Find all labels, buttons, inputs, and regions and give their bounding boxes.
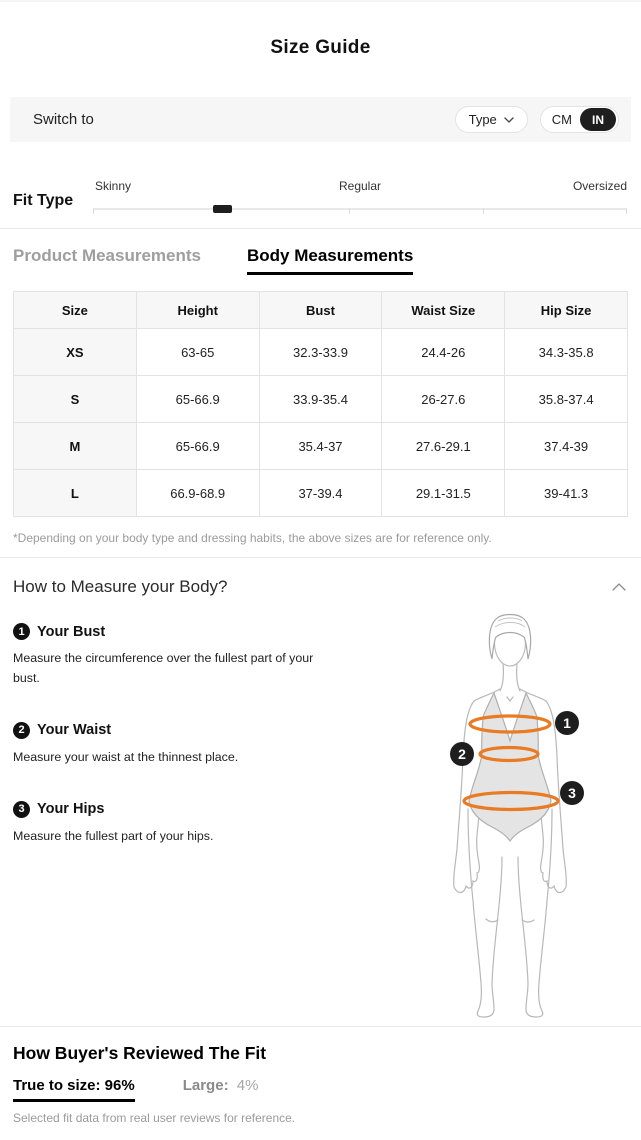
cell-bust: 32.3-33.9: [259, 329, 382, 376]
body-measurement-figure: [428, 605, 628, 1025]
cell-size: XS: [14, 329, 137, 376]
figure-marker-2-label: 2: [458, 746, 466, 762]
fit-option-regular: Regular: [338, 179, 382, 193]
step-2-title: Your Waist: [37, 722, 112, 739]
col-header-waist: Waist Size: [382, 292, 505, 329]
page-title: Size Guide: [270, 37, 371, 58]
measurement-tabs: [13, 246, 628, 275]
measure-item-waist: [13, 722, 428, 768]
cell-waist: 27.6-29.1: [382, 423, 505, 470]
step-1-badge: 1: [13, 623, 30, 640]
how-to-measure-title: How to Measure your Body?: [13, 577, 228, 596]
cell-bust: 33.9-35.4: [259, 376, 382, 423]
figure-knee-marks: [486, 919, 534, 922]
table-row: [14, 376, 628, 423]
figure-marker-1-label: 1: [563, 715, 571, 731]
cell-hip: 37.4-39: [505, 423, 628, 470]
step-3-description: Measure the fullest part of your hips.: [13, 828, 214, 843]
unit-in-option-selected[interactable]: IN: [580, 108, 616, 131]
cell-hip: 35.8-37.4: [505, 376, 628, 423]
body-figure-illustration: [428, 605, 628, 1025]
col-header-size: Size: [14, 292, 137, 329]
slider-tick: [349, 208, 350, 214]
measure-item-hips: [13, 801, 428, 847]
how-to-measure-header: [13, 577, 628, 597]
figure-left-leg: [468, 809, 502, 1017]
size-table: [13, 291, 628, 517]
unit-toggle[interactable]: [540, 106, 619, 133]
cell-hip: 39-41.3: [505, 470, 628, 517]
cell-waist: 24.4-26: [382, 329, 505, 376]
stat-large[interactable]: [183, 1077, 259, 1094]
figure-shoulders: [474, 689, 546, 701]
fit-option-oversized: Oversized: [572, 179, 627, 193]
col-header-bust: Bust: [259, 292, 382, 329]
type-dropdown-label: Type: [468, 112, 497, 127]
table-footnote: *Depending on your body type and dressing habits, the above sizes are for reference only.: [13, 531, 492, 545]
fit-review-note: Selected fit data from real user reviews for reference.: [13, 1111, 296, 1125]
cell-size: S: [14, 376, 137, 423]
fit-type-slider: [93, 179, 627, 210]
fit-type-section: [13, 179, 628, 221]
fit-type-options: [93, 179, 627, 195]
slider-tick: [93, 208, 94, 214]
stat-true-to-size[interactable]: True to size: 96%: [13, 1077, 135, 1102]
fit-type-slider-track[interactable]: [93, 208, 627, 210]
switch-to-label: Switch to: [33, 111, 94, 128]
figure-marker-3-label: 3: [568, 785, 576, 801]
tab-product-measurements[interactable]: Product Measurements: [13, 246, 201, 265]
chevron-up-icon[interactable]: [610, 581, 628, 593]
chevron-down-icon: [504, 117, 514, 123]
step-2-description: Measure your waist at the thinnest place.: [13, 749, 239, 764]
how-to-measure-content: [13, 605, 628, 1025]
cell-hip: 34.3-35.8: [505, 329, 628, 376]
cell-bust: 37-39.4: [259, 470, 382, 517]
step-2-badge: 2: [13, 722, 30, 739]
cell-size: L: [14, 470, 137, 517]
fit-review-stats: [13, 1077, 628, 1102]
cell-size: M: [14, 423, 137, 470]
unit-switch-bar: [10, 97, 631, 142]
size-table-header-row: [14, 292, 628, 329]
figure-right-leg: [518, 809, 552, 1017]
fit-type-label: Fit Type: [13, 192, 74, 209]
cell-bust: 35.4-37: [259, 423, 382, 470]
fit-type-slider-handle[interactable]: [213, 205, 232, 213]
step-1-title: Your Bust: [37, 623, 106, 640]
col-header-height: Height: [136, 292, 259, 329]
slider-tick: [626, 208, 627, 214]
tab-body-measurements[interactable]: Body Measurements: [247, 246, 413, 275]
cell-height: 63-65: [136, 329, 259, 376]
cell-waist: 26-27.6: [382, 376, 505, 423]
step-1-description: Measure the circumference over the fullest part of your bust.: [13, 651, 314, 685]
cell-waist: 29.1-31.5: [382, 470, 505, 517]
unit-cm-option[interactable]: CM: [551, 112, 572, 127]
stat-large-value: 4%: [236, 1077, 259, 1094]
col-header-hip: Hip Size: [505, 292, 628, 329]
measure-instructions: [13, 605, 428, 1025]
step-3-badge: 3: [13, 801, 30, 818]
divider: [0, 557, 641, 558]
step-3-title: Your Hips: [37, 801, 105, 818]
cell-height: 65-66.9: [136, 423, 259, 470]
cell-height: 65-66.9: [136, 376, 259, 423]
table-row: [14, 329, 628, 376]
stat-large-label: Large:: [182, 1077, 229, 1094]
divider: [0, 1026, 641, 1027]
table-row: [14, 470, 628, 517]
fit-option-skinny: Skinny: [95, 179, 132, 193]
type-dropdown-button[interactable]: [455, 106, 528, 133]
slider-tick: [483, 208, 484, 214]
measure-item-bust: [13, 623, 428, 689]
divider: [0, 228, 641, 229]
fit-review-title: How Buyer's Reviewed The Fit: [13, 1043, 267, 1063]
table-row: [14, 423, 628, 470]
cell-height: 66.9-68.9: [136, 470, 259, 517]
figure-neck: [500, 663, 520, 701]
